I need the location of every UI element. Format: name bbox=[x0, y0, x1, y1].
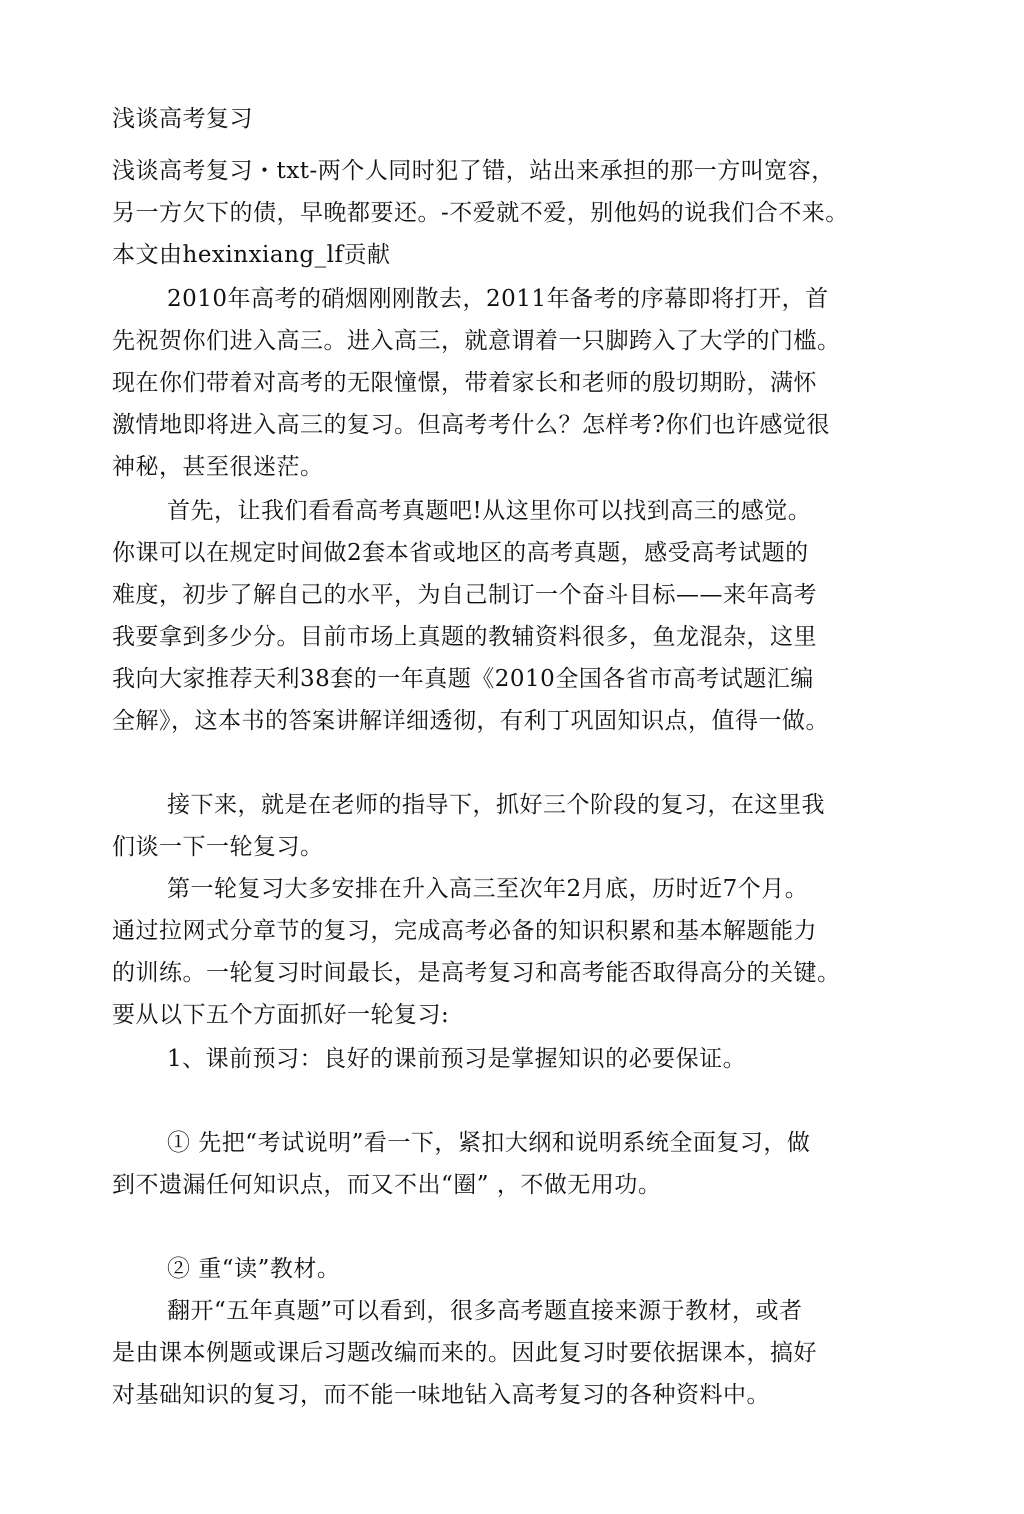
document-title: 浅谈高考复习 bbox=[112, 106, 253, 132]
text-line: 我向大家推荐天利38套的一年真题《2010全国各省市高考试题汇编 bbox=[112, 666, 814, 692]
text-line: 1、课前预习：良好的课前预习是掌握知识的必要保证。 bbox=[167, 1046, 747, 1072]
text-line: 你课可以在规定时间做2套本省或地区的高考真题，感受高考试题的 bbox=[112, 540, 809, 566]
text-line: 先祝贺你们进入高三。进入高三，就意谓着一只脚跨入了大学的门槛。 bbox=[112, 328, 841, 354]
text-line: 浅谈高考复习・txt-两个人同时犯了错，站出来承担的那一方叫宽容， bbox=[112, 158, 835, 184]
text-line: ② 重“读”教材。 bbox=[167, 1256, 341, 1282]
text-line: 2010年高考的硝烟刚刚散去，2011年备考的序幕即将打开，首 bbox=[167, 286, 829, 312]
text-line: 难度，初步了解自己的水平，为自己制订一个奋斗目标——来年高考 bbox=[112, 582, 817, 608]
text-line: 全解》，这本书的答案讲解详细透彻，有利丁巩固知识点，值得一做。 bbox=[112, 708, 829, 734]
text-line: 现在你们带着对高考的无限憧憬，带着家长和老师的殷切期盼，满怀 bbox=[112, 370, 817, 396]
text-line: 我要拿到多少分。目前市场上真题的教辅资料很多，鱼龙混杂，这里 bbox=[112, 624, 817, 650]
text-line: 是由课本例题或课后习题改编而来的。因此复习时要依据课本，搞好 bbox=[112, 1340, 817, 1366]
text-line: 要从以下五个方面抓好一轮复习: bbox=[112, 1002, 450, 1028]
text-line: 对基础知识的复习，而不能一味地钻入高考复习的各种资料中。 bbox=[112, 1382, 770, 1408]
text-line: 翻开“五年真题”可以看到，很多高考题直接来源于教材，或者 bbox=[167, 1298, 803, 1324]
text-line: 本文由hexinxiang_lf贡献 bbox=[112, 242, 391, 268]
text-line: 通过拉网式分章节的复习，完成高考必备的知识积累和基本解题能力 bbox=[112, 918, 817, 944]
text-line: 神秘，甚至很迷茫。 bbox=[112, 454, 324, 480]
text-line: 首先，让我们看看高考真题吧!从这里你可以找到高三的感觉。 bbox=[167, 498, 812, 524]
text-line: 接下来，就是在老师的指导下，抓好三个阶段的复习，在这里我 bbox=[167, 792, 825, 818]
text-line: 到不遗漏任何知识点，而又不出“圈” ，不做无用功。 bbox=[112, 1172, 662, 1198]
text-line: ① 先把“考试说明”看一下，紧扣大纲和说明系统全面复习，做 bbox=[167, 1130, 811, 1156]
text-line: 们谈一下一轮复习。 bbox=[112, 834, 324, 860]
text-line: 的训练。一轮复习时间最长，是高考复习和高考能否取得高分的关键。 bbox=[112, 960, 841, 986]
text-line: 另一方欠下的债，早晚都要还。-不爱就不爱，别他妈的说我们合不来。 bbox=[112, 200, 849, 226]
text-line: 第一轮复习大多安排在升入高三至次年2月底，历时近7个月。 bbox=[167, 876, 809, 902]
text-line: 激情地即将进入高三的复习。但高考考什么？怎样考?你们也许感觉很 bbox=[112, 412, 830, 438]
